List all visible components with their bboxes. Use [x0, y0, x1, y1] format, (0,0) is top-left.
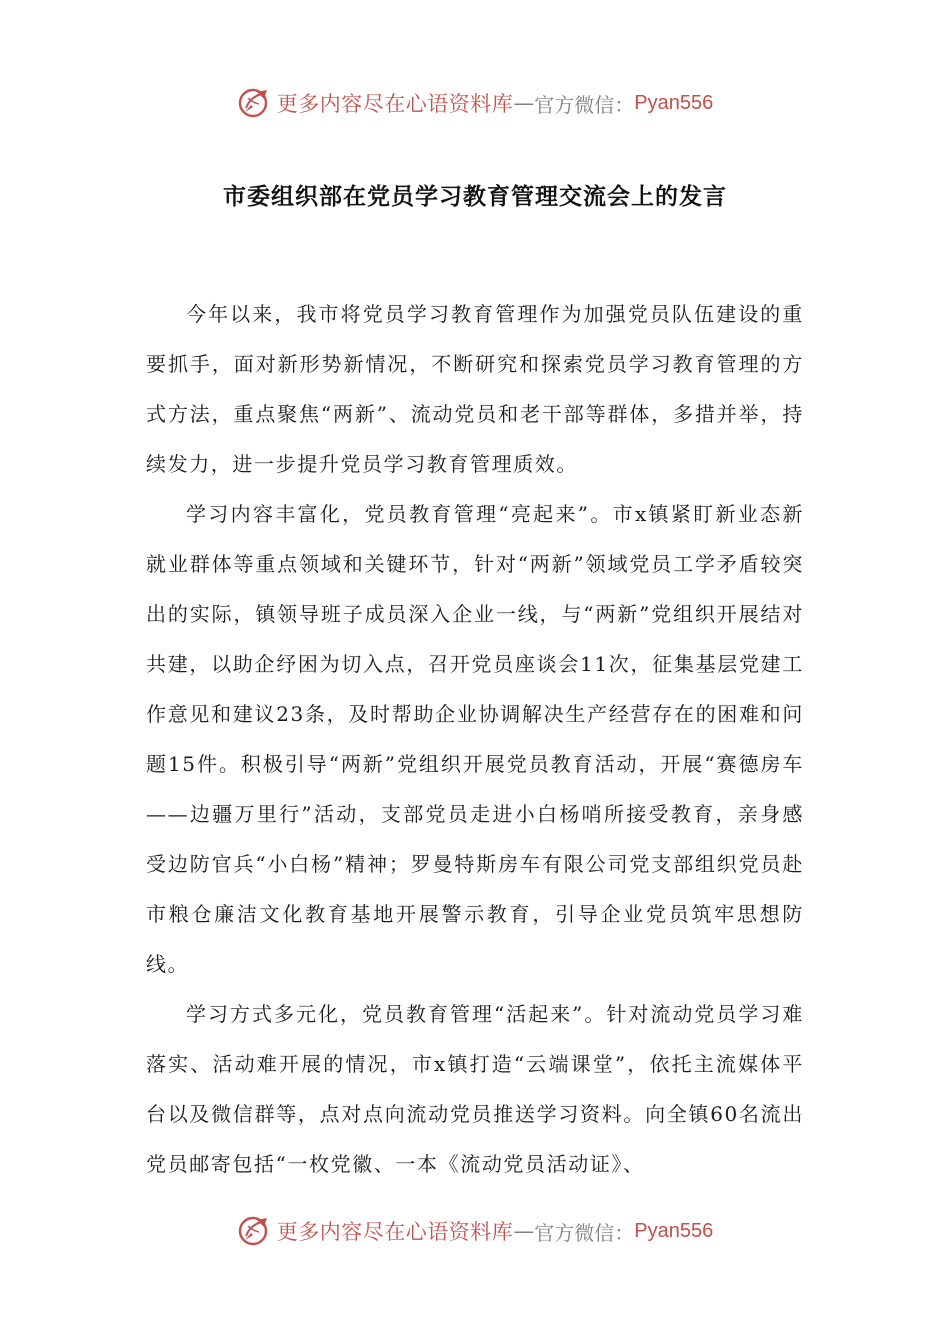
watermark-separator: — [513, 1219, 535, 1243]
watermark-contact-id: Pyan556 [634, 1219, 714, 1242]
watermark-main-text: 更多内容尽在心语资料库 [276, 92, 514, 116]
paragraph-1: 今年以来，我市将党员学习教育管理作为加强党员队伍建设的重要抓手，面对新形势新情况，不断研究和探索党员学习教育管理的方式方法，重点聚焦“两新”、流动党员和老干部等群体，多措并举，持续发力，进一步提升党员学习教育管理质效。 [146, 302, 804, 476]
watermark-contact-label: 官方微信： [534, 1220, 635, 1245]
document-body [146, 289, 804, 1189]
footer-watermark [0, 1207, 950, 1255]
header-watermark [0, 79, 950, 127]
pen-logo-icon [237, 86, 271, 120]
watermark-main-text: 更多内容尽在心语资料库 [276, 1220, 514, 1244]
watermark-contact-label: 官方微信： [534, 92, 635, 117]
pen-logo-icon [237, 1214, 271, 1248]
paragraph-2: 学习内容丰富化，党员教育管理“亮起来”。市x镇紧盯新业态新就业群体等重点领域和关键环节，针对“两新”领域党员工学矛盾较突出的实际，镇领导班子成员深入企业一线，与“两新”党组织开展结对共建，以助企纾困为切入点，召开党员座谈会11次，征集基层党建工作意见和建议23条，及时帮助企业协调解决生产经营存在的困难和问题15件。积极引导“两新”党组织开展党员教育活动，开展“赛德房车——边疆万里行”活动，支部党员走进小白杨哨所接受教育，亲身感受边防官兵“小白杨”精神；罗曼特斯房车有限公司党支部组织党员赴市粮仓廉洁文化教育基地开展警示教育，引导企业党员筑牢思想防线。 [146, 502, 804, 976]
watermark-contact-id: Pyan556 [634, 91, 714, 114]
document-title: 市委组织部在党员学习教育管理交流会上的发言 [223, 184, 727, 210]
paragraph-3: 学习方式多元化，党员教育管理“活起来”。针对流动党员学习难落实、活动难开展的情况，市x镇打造“云端课堂”，依托主流媒体平台以及微信群等，点对点向流动党员推送学习资料。向全镇60名流出党员邮寄包括“一枚党徽、一本《流动党员活动证》、 [146, 1002, 804, 1176]
watermark-separator: — [513, 91, 535, 115]
